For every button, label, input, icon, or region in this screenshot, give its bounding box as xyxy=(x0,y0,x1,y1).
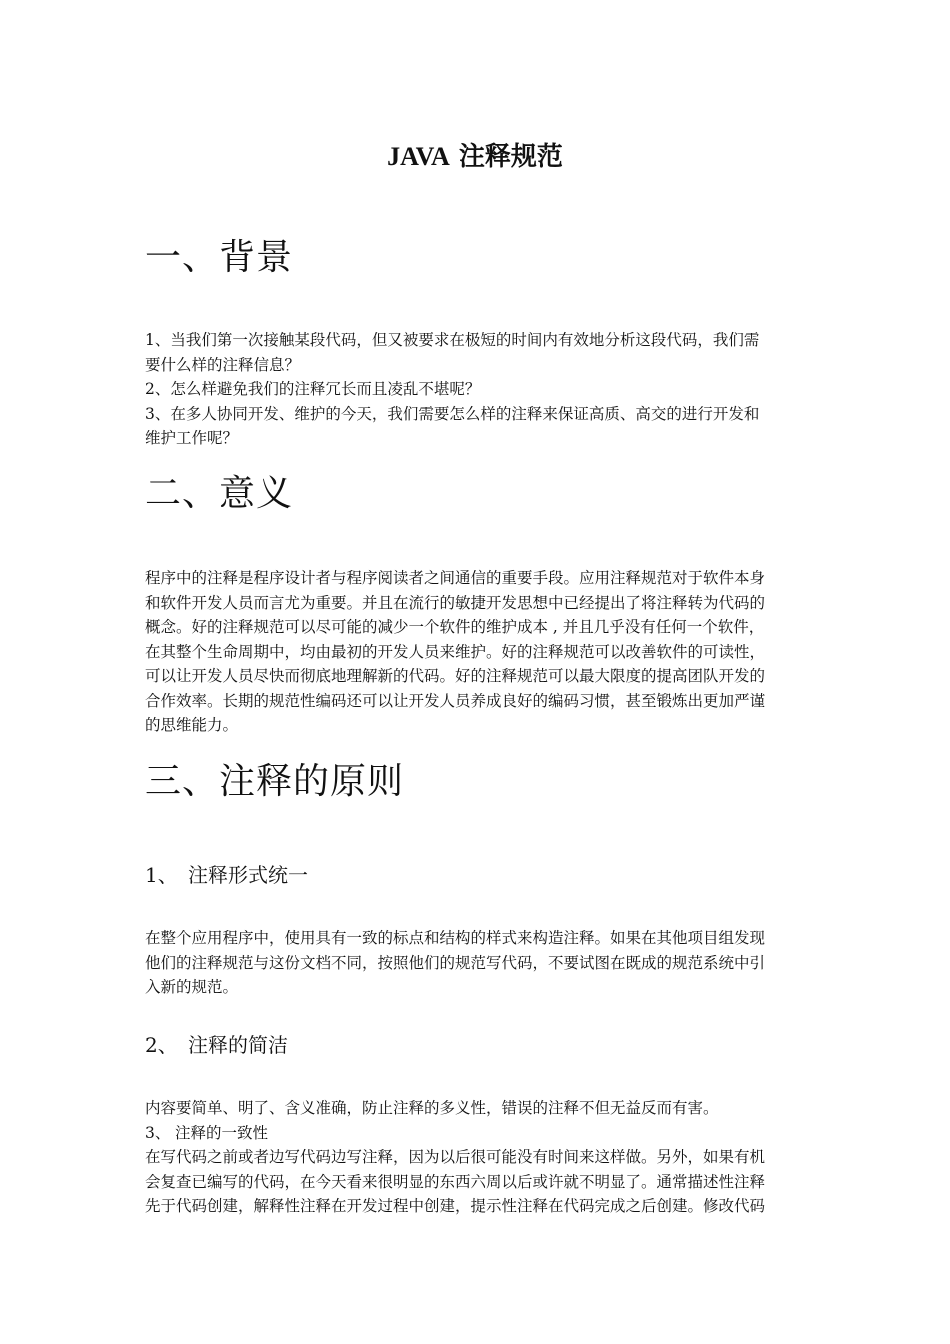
subsection-title: 注释的简洁 xyxy=(188,1033,288,1057)
paragraph-line: 程序中的注释是程序设计者与程序阅读者之间通信的重要手段。应用注释规范对于软件本身 xyxy=(145,569,766,587)
paragraph-line: 内容要简单、明了、含义准确，防止注释的多义性，错误的注释不但无益反而有害。 xyxy=(145,1099,719,1117)
paragraph-line: 先于代码创建，解释性注释在开发过程中创建，提示性注释在代码完成之后创建。修改代码 xyxy=(145,1197,766,1215)
section-heading-significance: 二、意义 xyxy=(145,473,294,514)
section-significance-paragraph xyxy=(145,566,809,738)
subsection-uniform-form-paragraph xyxy=(145,926,809,1000)
subsection-title: 注释的一致性 xyxy=(175,1123,269,1142)
section-heading-background: 一、背景 xyxy=(145,237,294,278)
document-title-latin: JAVA xyxy=(387,142,450,171)
paragraph-line: 可以让开发人员尽快而彻底地理解新的代码。好的注释规范可以最大限度的提高团队开发的 xyxy=(145,667,766,685)
paragraph-line: 会复查已编写的代码，在今天看来很明显的东西六周以后或许就不明显了。通常描述性注释 xyxy=(145,1172,766,1191)
paragraph-line: 3、在多人协同开发、维护的今天，我们需要怎么样的注释来保证高质、高交的进行开发和 xyxy=(145,404,760,423)
subsection-heading-conciseness xyxy=(145,1031,288,1059)
subsection-conciseness-paragraph xyxy=(145,1096,809,1219)
paragraph-line: 入新的规范。 xyxy=(145,978,239,996)
paragraph-line: 在写代码之前或者边写代码边写注释，因为以后很可能没有时间来这样做。另外，如果有机 xyxy=(145,1148,766,1166)
subsection-number: 1、 xyxy=(145,863,178,887)
paragraph-line: 的思维能力。 xyxy=(145,716,239,734)
paragraph-line: 在其整个生命周期中，均由最初的开发人员来维护。好的注释规范可以改善软件的可读性， xyxy=(145,642,766,661)
paragraph-line: 概念。好的注释规范可以尽可能的减少一个软件的维护成本 , 并且几乎没有任何一个软件， xyxy=(145,618,765,636)
subsection-heading-consistency xyxy=(145,1121,809,1146)
paragraph-line: 合作效率。长期的规范性编码还可以让开发人员养成良好的编码习惯，甚至锻炼出更加严谨 xyxy=(145,691,766,710)
paragraph-line: 在整个应用程序中，使用具有一致的标点和结构的样式来构造注释。如果在其他项目组发现 xyxy=(145,929,766,947)
document-title-cn: 注释规范 xyxy=(458,142,563,172)
paragraph-line: 1、当我们第一次接触某段代码，但又被要求在极短的时间内有效地分析这段代码，我们需 xyxy=(145,331,760,349)
paragraph-line: 他们的注释规范与这份文档不同，按照他们的规范写代码，不要试图在既成的规范系统中引 xyxy=(145,953,766,972)
paragraph-line: 和软件开发人员而言尤为重要。并且在流行的敏捷开发思想中已经提出了将注释转为代码的 xyxy=(145,593,766,612)
subsection-title: 注释形式统一 xyxy=(188,863,308,887)
subsection-number: 2、 xyxy=(145,1033,178,1057)
subsection-number: 3、 xyxy=(145,1123,171,1142)
section-heading-principles: 三、注释的原则 xyxy=(145,761,405,802)
paragraph-line: 维护工作呢？ xyxy=(145,429,239,447)
subsection-heading-uniform-form xyxy=(145,861,308,889)
document-title xyxy=(0,140,950,174)
section-background-paragraph xyxy=(145,328,809,451)
paragraph-line: 2、怎么样避免我们的注释冗长而且凌乱不堪呢？ xyxy=(145,380,481,398)
paragraph-line: 要什么样的注释信息？ xyxy=(145,355,301,374)
